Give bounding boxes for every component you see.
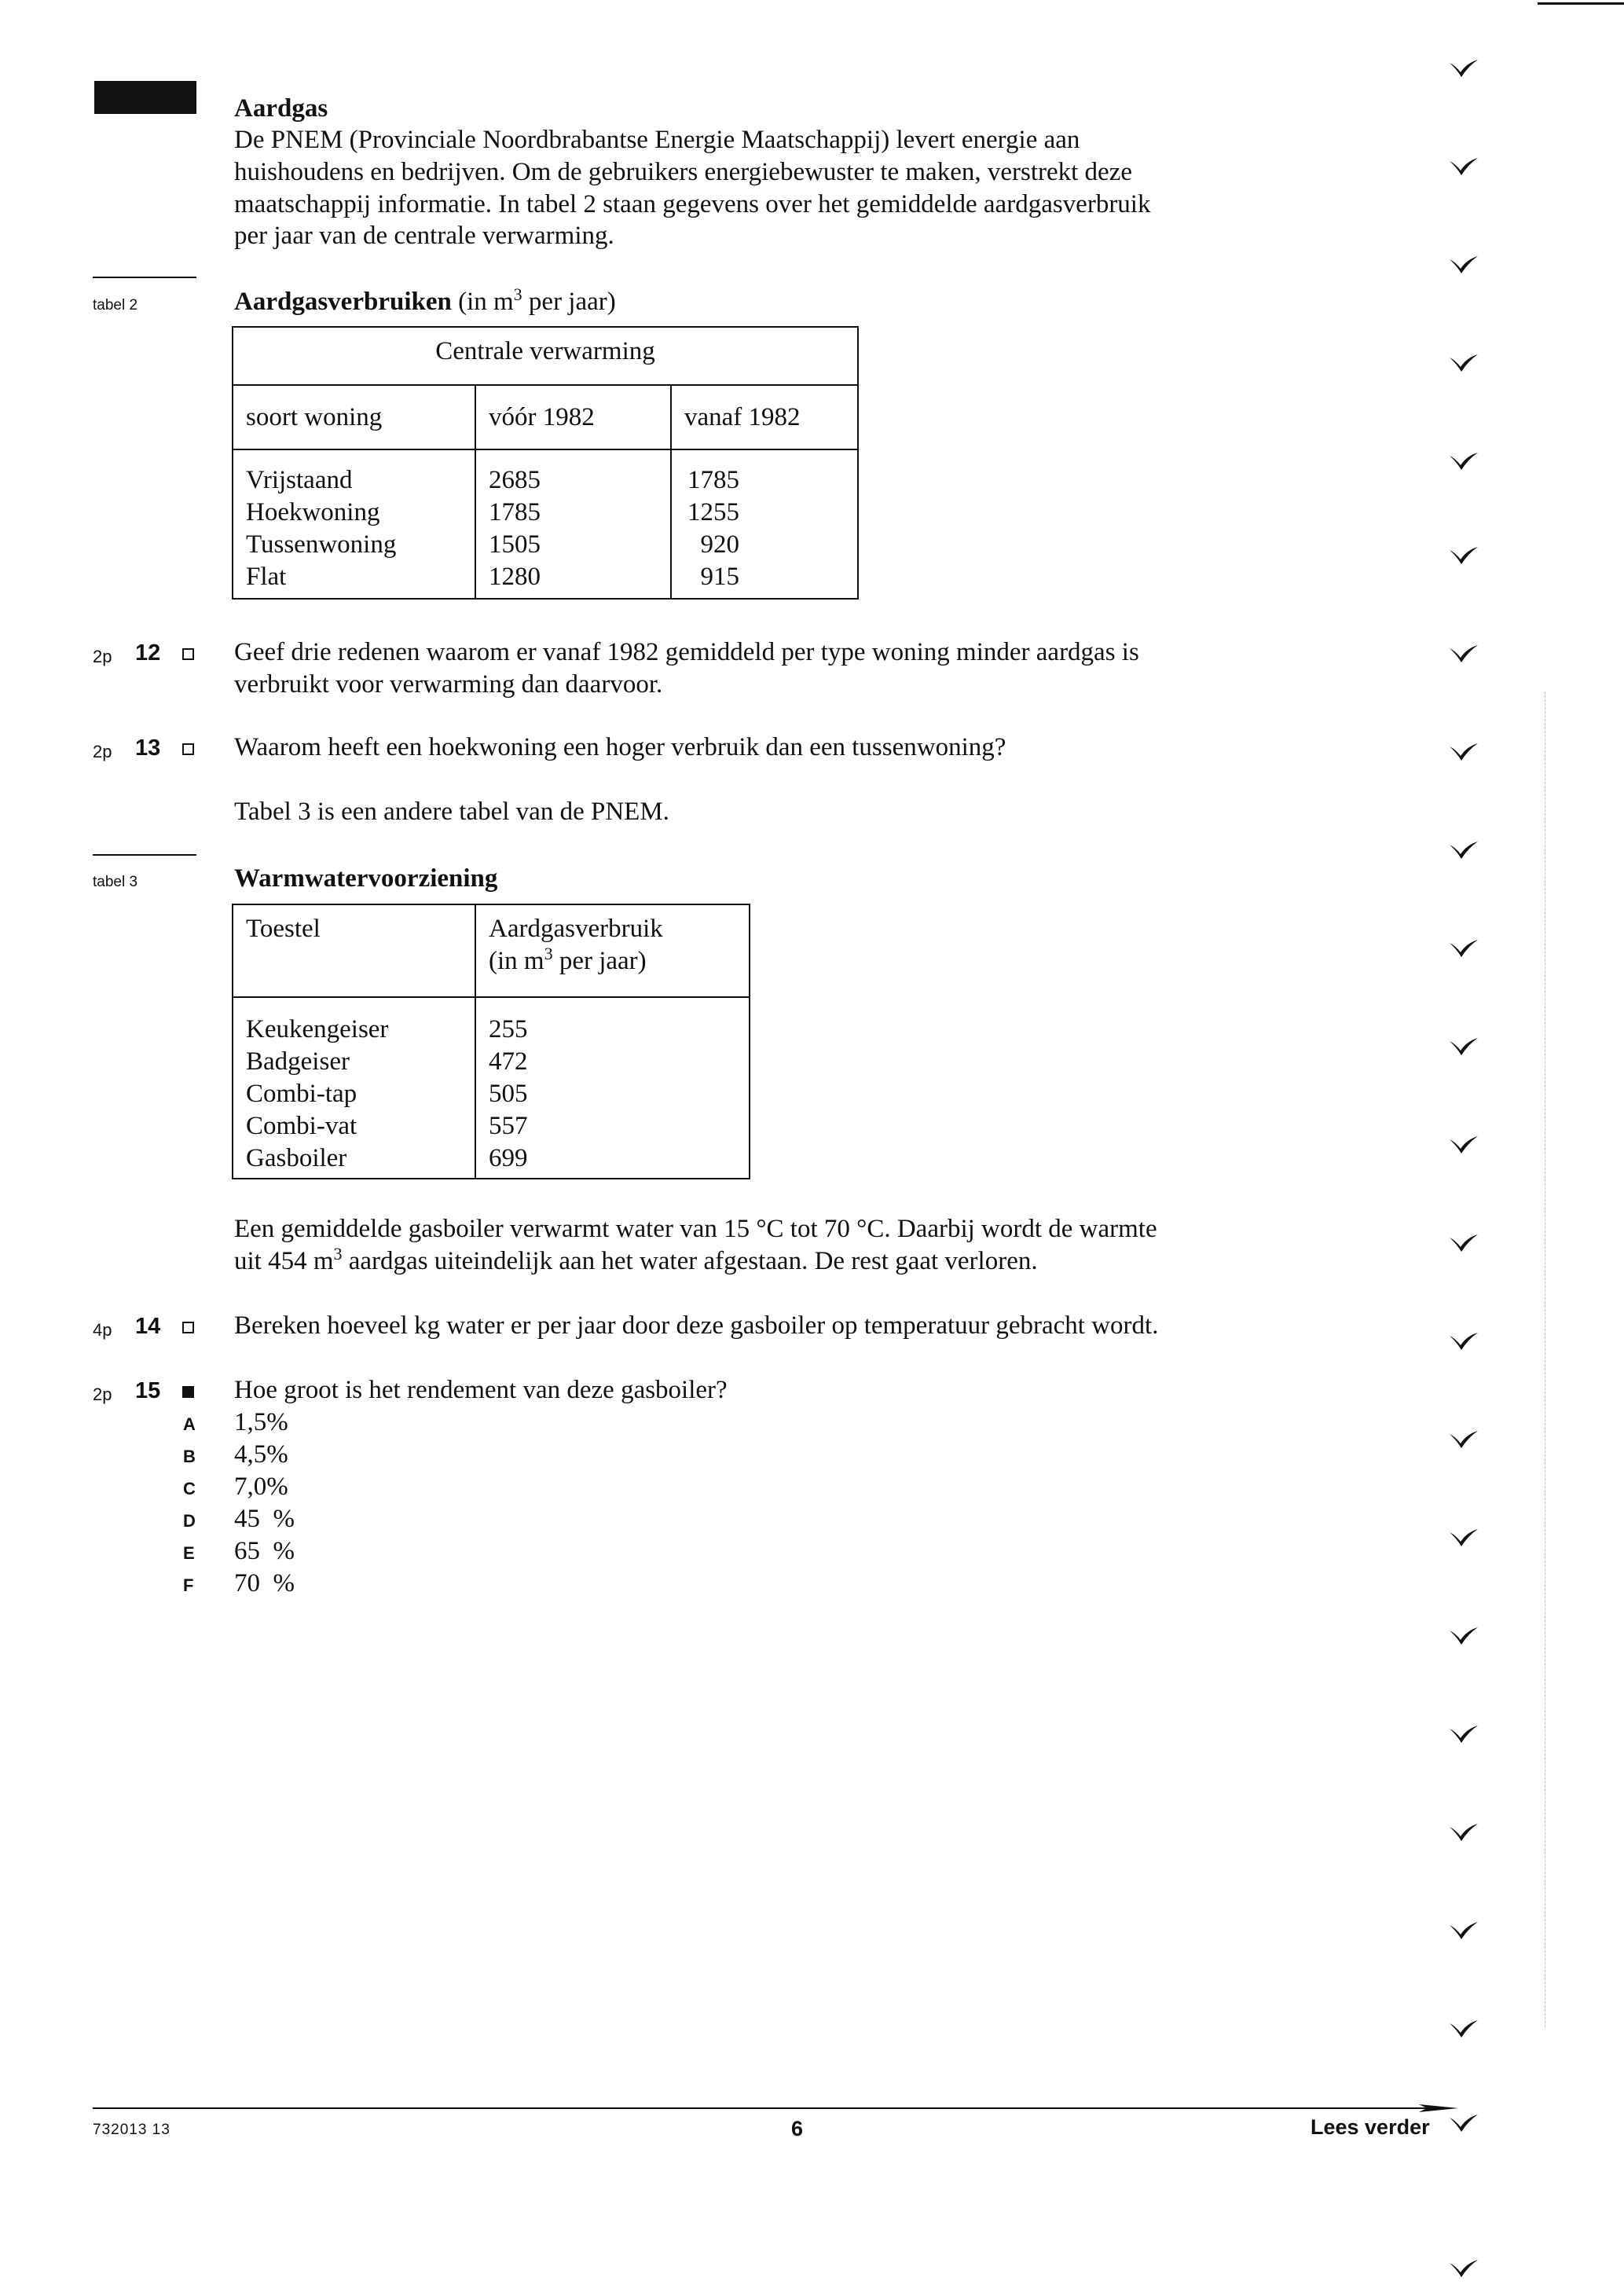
unit-post: per jaar) xyxy=(552,947,647,975)
table2-col-after xyxy=(671,449,858,599)
check-mark-icon xyxy=(1448,1131,1479,1155)
check-mark-icon xyxy=(1448,1230,1479,1253)
table2 xyxy=(232,326,859,600)
table3-header-usage-line1: Aardgasverbruik xyxy=(489,915,663,943)
table2-title xyxy=(234,286,616,318)
check-mark-icon xyxy=(1448,739,1479,762)
table2-label-rule xyxy=(93,277,196,278)
page-number: 6 xyxy=(791,2117,804,2140)
q15-checkbox-filled[interactable] xyxy=(182,1385,194,1399)
table2-title-sup: 3 xyxy=(513,284,522,304)
check-mark-icon xyxy=(1448,153,1479,177)
q15-points: 2p xyxy=(93,1385,112,1404)
check-mark-icon xyxy=(1448,1524,1479,1548)
check-mark-icon xyxy=(1448,1819,1479,1843)
q14-number: 14 xyxy=(135,1314,161,1339)
q15-option-b-letter[interactable]: B xyxy=(183,1447,196,1466)
check-mark-icon xyxy=(1448,1328,1479,1352)
check-mark-icon xyxy=(1448,1623,1479,1646)
table-cell: Tussenwoning xyxy=(246,530,397,559)
table-cell: 1280 xyxy=(489,563,541,591)
q15-option-e-value[interactable]: 65 % xyxy=(234,1537,295,1565)
table-cell: Combi-tap xyxy=(246,1080,357,1108)
intro-line-2: huishoudens en bedrijven. Om de gebruikers energiebewuster te maken, verstrekt deze xyxy=(234,158,1132,186)
q15-option-d-letter[interactable]: D xyxy=(183,1511,196,1531)
boiler-text-post: aardgas uiteindelijk aan het water afgestaan. De rest gaat verloren. xyxy=(342,1247,1038,1275)
q15-option-c-letter[interactable]: C xyxy=(183,1479,196,1498)
table3-header-device: Toestel xyxy=(233,904,475,997)
intro-line-1: De PNEM (Provinciale Noordbrabantse Energie Maatschappij) levert energie aan xyxy=(234,126,1080,154)
table2-title-bold: Aardgasverbruiken xyxy=(234,288,452,316)
table-cell: 1785 xyxy=(687,466,739,494)
q12-line-2: verbruikt voor verwarming dan daarvoor. xyxy=(234,670,663,699)
table-cell: Vrijstaand xyxy=(246,466,353,494)
q12-checkbox[interactable] xyxy=(182,647,194,661)
table-cell: 2685 xyxy=(489,466,541,494)
q15-option-a-letter[interactable]: A xyxy=(183,1414,196,1434)
q15-option-a-value[interactable]: 1,5% xyxy=(234,1408,288,1436)
table-cell: 1255 xyxy=(687,498,739,526)
table3-label: tabel 3 xyxy=(93,874,138,890)
check-mark-icon xyxy=(1448,1426,1479,1450)
table-cell: 1785 xyxy=(489,498,541,526)
table-cell: Flat xyxy=(246,563,287,591)
table-cell: 699 xyxy=(489,1144,528,1172)
table-cell: 557 xyxy=(489,1112,528,1140)
q14-points: 4p xyxy=(93,1320,112,1340)
check-mark-icon xyxy=(1448,350,1479,373)
check-mark-icon xyxy=(1448,1033,1479,1057)
table2-col-type xyxy=(233,449,475,599)
table-cell: Badgeiser xyxy=(246,1047,350,1076)
q15-option-b-value[interactable]: 4,5% xyxy=(234,1440,288,1469)
intro-line-4: per jaar van de centrale verwarming. xyxy=(234,222,614,250)
table3-header-usage-line2 xyxy=(489,945,736,977)
table-cell: 255 xyxy=(489,1015,528,1043)
table3-col-usage xyxy=(475,997,750,1179)
check-mark-icon xyxy=(1448,2110,1479,2133)
q13-points: 2p xyxy=(93,742,112,761)
table-cell: 920 xyxy=(700,530,739,559)
q15-number: 15 xyxy=(135,1378,161,1403)
table-cell: Keukengeiser xyxy=(246,1015,389,1043)
footer-rule xyxy=(93,2107,1438,2109)
q13-checkbox[interactable] xyxy=(182,742,194,756)
q15-option-e-letter[interactable]: E xyxy=(183,1543,195,1563)
table3-label-rule xyxy=(93,854,196,856)
corner-mark xyxy=(1538,2,1624,5)
table3-intro-text: Tabel 3 is een andere tabel van de PNEM. xyxy=(234,798,669,826)
footer-next: Lees verder xyxy=(1311,2115,1430,2139)
table3-title: Warmwatervoorziening xyxy=(234,864,498,893)
table3-header-usage xyxy=(475,904,750,997)
q13-number: 13 xyxy=(135,735,161,761)
table2-header-before: vóór 1982 xyxy=(475,385,671,449)
q15-text: Hoe groot is het rendement van deze gasboiler? xyxy=(234,1376,728,1404)
check-mark-icon xyxy=(1448,640,1479,664)
unit-pre: (in m xyxy=(489,947,544,975)
footer-code: 732013 13 xyxy=(93,2122,170,2138)
check-mark-icon xyxy=(1448,837,1479,860)
table2-header-after: vanaf 1982 xyxy=(671,385,858,449)
section-title: Aardgas xyxy=(234,94,328,123)
boiler-text-line-2 xyxy=(234,1245,1038,1278)
table-cell: 915 xyxy=(700,563,739,591)
q13-text: Waarom heeft een hoekwoning een hoger verbruik dan een tussenwoning? xyxy=(234,733,1006,761)
check-mark-icon xyxy=(1448,2255,1479,2279)
check-mark-icon xyxy=(1448,542,1479,566)
table2-title-post: per jaar) xyxy=(522,288,616,316)
check-mark-icon xyxy=(1448,2015,1479,2039)
q12-line-1: Geef drie redenen waarom er vanaf 1982 gemiddeld per type woning minder aardgas is xyxy=(234,638,1139,666)
section-marker-block xyxy=(94,81,196,114)
table-cell: Combi-vat xyxy=(246,1112,357,1140)
q12-number: 12 xyxy=(135,640,161,666)
table3 xyxy=(232,904,750,1179)
q14-checkbox[interactable] xyxy=(182,1320,194,1334)
table-cell: 472 xyxy=(489,1047,528,1076)
check-mark-icon xyxy=(1448,1721,1479,1744)
table-cell: 505 xyxy=(489,1080,528,1108)
q14-text: Bereken hoeveel kg water er per jaar door deze gasboiler op temperatuur gebracht wordt. xyxy=(234,1311,1159,1340)
q12-points: 2p xyxy=(93,647,112,666)
unit-sup: 3 xyxy=(544,944,553,963)
table3-col-device xyxy=(233,997,475,1179)
table2-title-pre: (in m xyxy=(451,288,514,316)
table-cell: 1505 xyxy=(489,530,541,559)
q15-option-c-value[interactable]: 7,0% xyxy=(234,1473,288,1501)
boiler-text-line-1: Een gemiddelde gasboiler verwarmt water van 15 °C tot 70 °C. Daarbij wordt de warmte xyxy=(234,1215,1157,1243)
check-mark-icon xyxy=(1448,1917,1479,1941)
q15-option-f-value[interactable]: 70 % xyxy=(234,1569,295,1597)
table2-header-type: soort woning xyxy=(233,385,475,449)
check-mark-icon xyxy=(1448,55,1479,79)
q15-option-f-letter[interactable]: F xyxy=(183,1575,194,1595)
table-cell: Gasboiler xyxy=(246,1144,347,1172)
check-mark-icon xyxy=(1448,251,1479,275)
q15-option-d-value[interactable]: 45 % xyxy=(234,1505,295,1533)
table2-label: tabel 2 xyxy=(93,297,138,314)
check-mark-icon xyxy=(1448,935,1479,959)
table2-col-before xyxy=(475,449,671,599)
table2-group-header: Centrale verwarming xyxy=(233,327,858,385)
check-mark-icon xyxy=(1448,448,1479,471)
boiler-text-pre: uit 454 m xyxy=(234,1247,334,1275)
boiler-text-sup: 3 xyxy=(333,1244,343,1264)
table-cell: Hoekwoning xyxy=(246,498,380,526)
intro-line-3: maatschappij informatie. In tabel 2 staan gegevens over het gemiddelde aardgasverbruik xyxy=(234,190,1151,218)
